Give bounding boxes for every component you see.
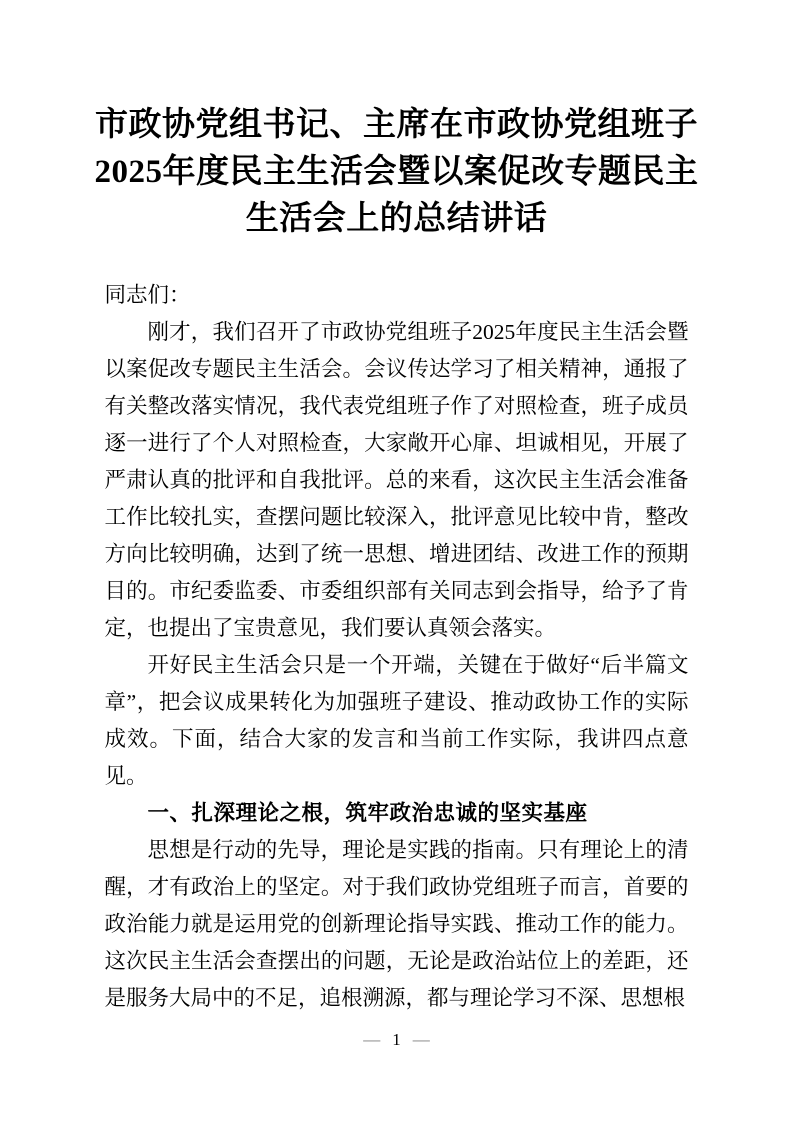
page-footer [0,1028,793,1052]
paragraph: 开好民主生活会只是一个开端，关键在于做好“后半篇文章”，把会议成果转化为加强班子建设、推动政协工作的实际成效。下面，结合大家的发言和当前工作实际，我讲四点意见。 [104,653,689,788]
paragraph: 思想是行动的先导，理论是实践的指南。只有理论上的清醒，才有政治上的坚定。对于我们政协党组班子而言，首要的政治能力就是运用党的创新理论指导实践、推动工作的能力。这次民主生活会查摆出的问题，无论是政治站位上的差距，还是服务大局中的不足，追根溯源，都与理论学习不深、思想根 [104,838,689,1010]
footer-dash-right: — [412,1030,430,1049]
document-title [67,102,727,243]
document-title-line: 市政协党组书记、主席在市政协党组班子 [95,107,698,143]
footer-dash-left: — [363,1030,381,1049]
section-heading: 一、扎深理论之根，筑牢政治忠诚的坚实基座 [147,801,588,825]
salutation: 同志们： [104,283,191,307]
document-body [105,277,689,1017]
document-title-line: 2025年度民主生活会暨以案促改专题民主 [94,154,699,190]
paragraph: 刚才，我们召开了市政协党组班子2025年度民主生活会暨以案促改专题民主生活会。会议传达学习了相关精神，通报了有关整改落实情况，我代表党组班子作了对照检查，班子成员逐一进行了个人对照检查，大家敞开心扉、坦诚相见，开展了严肃认真的批评和自我批评。总的来看，这次民主生活会准备工作比较扎实，查摆问题比较深入，批评意见比较中肯，整改方向比较明确，达到了统一思想、增进团结、改进工作的预期目的。市纪委监委、市委组织部有关同志到会指导，给予了肯定，也提出了宝贵意见，我们要认真领会落实。 [104,320,689,640]
page-number: 1 [392,1030,401,1049]
document-title-line: 生活会上的总结讲话 [245,201,548,237]
